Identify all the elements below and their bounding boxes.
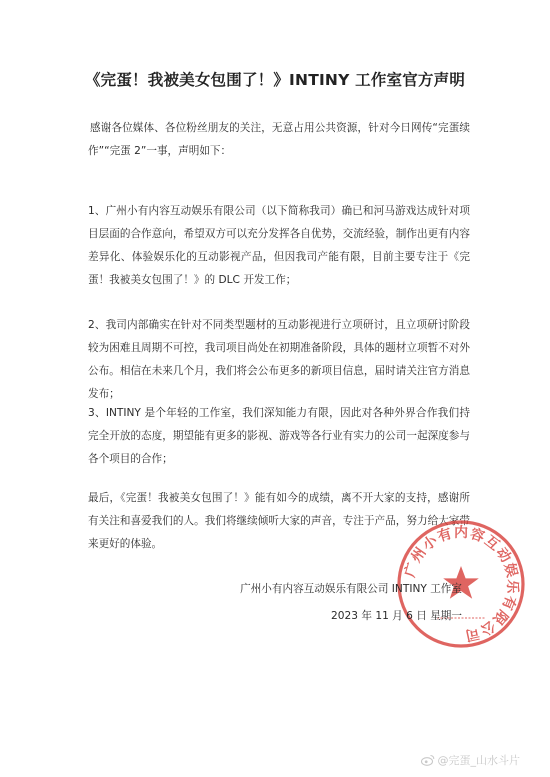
statement-item-2: 2、我司内部确实在针对不同类型题材的互动影视进行立项研讨，且立项研讨阶段较为困难且周期不可控，我司项目尚处在初期准备阶段，具体的题材立项暂不对外公布。相信在未来几个月，我们将会公布更多的新项目信息，届时请关注官方消息发布； <box>88 319 470 400</box>
closing-paragraph: 最后，《完蛋！我被美女包围了！》能有如今的成绩，离不开大家的支持，感谢所有关注和喜爱我们的人。我们将继续倾听大家的声音，专注于产品，努力给大家带来更好的体验。 <box>88 492 470 550</box>
intro-paragraph: 感谢各位媒体、各位粉丝朋友的关注，无意占用公共资源，针对今日网传“完蛋续作”“完蛋 2”一事，声明如下： <box>88 122 470 157</box>
weibo-watermark <box>421 752 521 768</box>
page-title: 《完蛋！我被美女包围了！》INTINY 工作室官方声明 <box>84 71 466 89</box>
signature-company: 广州小有内容互动娱乐有限公司 INTINY 工作室 <box>240 583 462 595</box>
weibo-icon <box>421 754 435 766</box>
seal-text: 广州小有内容互动娱乐有限公司 <box>402 524 521 644</box>
statement-item-1: 1、广州小有内容互动娱乐有限公司（以下简称我司）确已和河马游戏达成针对项目层面的合作意向，希望双方可以充分发挥各自优势，交流经验，制作出更有内容差异化、体验娱乐化的互动影视产品，但因我司产能有限，目前主要专注于《完蛋！我被美女包围了！》的 DLC 开发工作； <box>88 205 470 286</box>
signature-date: 2023 年 11 月 6 日 星期一 <box>331 610 462 622</box>
watermark-text: @完蛋_山水斗片 <box>437 754 520 767</box>
statement-item-3: 3、INTINY 是个年轻的工作室，我们深知能力有限，因此对各种外界合作我们持完全开放的态度，期望能有更多的影视、游戏等各行业有实力的公司一起深度参与各个项目的合作； <box>88 407 470 465</box>
